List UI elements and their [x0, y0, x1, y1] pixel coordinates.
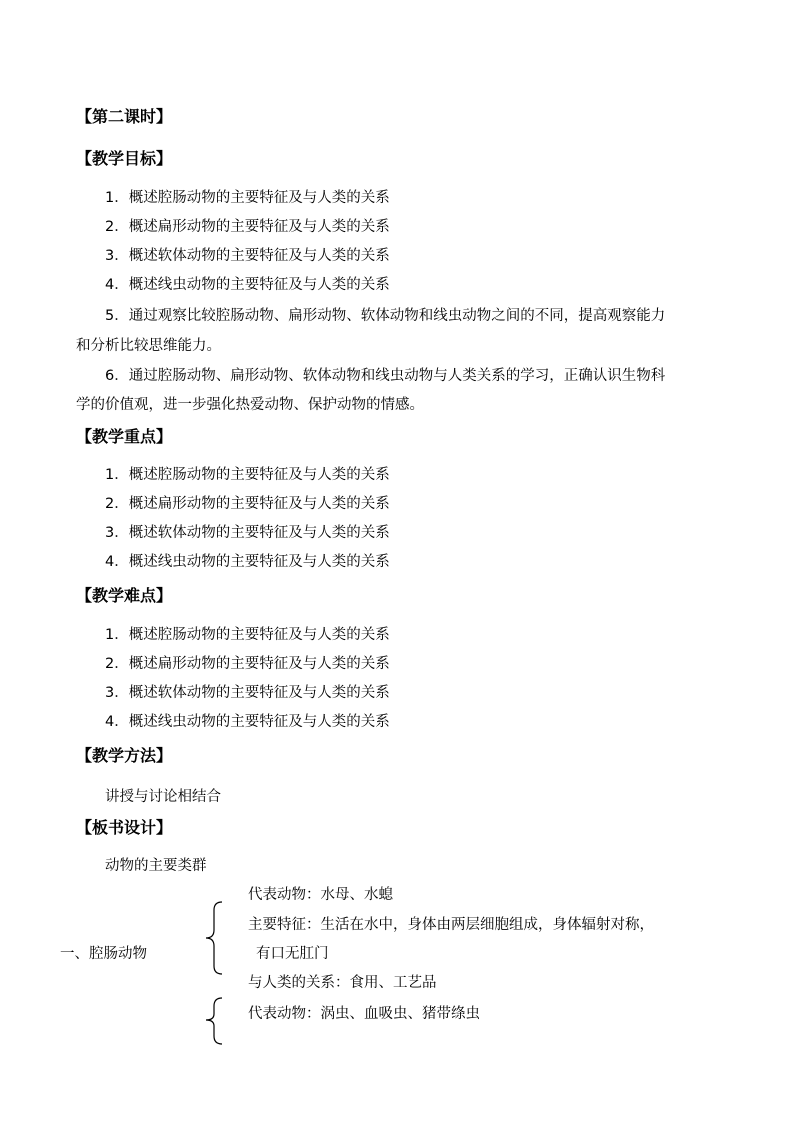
key-point-item-4: 4．概述线虫动物的主要特征及与人类的关系 [105, 554, 390, 570]
group1-relation: 与人类的关系：食用、工艺品 [248, 975, 437, 991]
difficulty-item-3: 3．概述软体动物的主要特征及与人类的关系 [105, 685, 390, 701]
difficulty-item-2: 2．概述扁形动物的主要特征及与人类的关系 [105, 656, 390, 672]
group1-features-line-1: 主要特征：生活在水中，身体由两层细胞组成，身体辐射对称， [248, 917, 654, 933]
key-point-item-2: 2．概述扁形动物的主要特征及与人类的关系 [105, 496, 390, 512]
objective-item-1: 1．概述腔肠动物的主要特征及与人类的关系 [105, 190, 390, 206]
objective-item-3: 3．概述软体动物的主要特征及与人类的关系 [105, 248, 390, 264]
difficulty-item-1: 1．概述腔肠动物的主要特征及与人类的关系 [105, 627, 390, 643]
objective-item-4: 4．概述线虫动物的主要特征及与人类的关系 [105, 277, 390, 293]
group1-features-line-2: 有口无肛门 [256, 946, 329, 962]
methods-heading: 【教学方法】 [76, 746, 173, 765]
section-title: 【第二课时】 [76, 107, 173, 126]
key-points-heading: 【教学重点】 [76, 427, 173, 446]
objective-item-6-line-2: 学的价值观，进一步强化热爱动物、保护动物的情感。 [76, 397, 424, 413]
group2-representative: 代表动物：涡虫、血吸虫、猪带绦虫 [248, 1006, 480, 1022]
group1-label: 一、腔肠动物 [60, 946, 147, 962]
board-heading: 【板书设计】 [76, 818, 173, 837]
key-point-item-1: 1．概述腔肠动物的主要特征及与人类的关系 [105, 467, 390, 483]
objective-item-6-line-1: 6．通过腔肠动物、扁形动物、软体动物和线虫动物与人类关系的学习，正确认识生物科 [105, 368, 666, 384]
methods-text: 讲授与讨论相结合 [105, 789, 221, 805]
objective-item-2: 2．概述扁形动物的主要特征及与人类的关系 [105, 219, 390, 235]
difficulties-heading: 【教学难点】 [76, 586, 173, 605]
key-point-item-3: 3．概述软体动物的主要特征及与人类的关系 [105, 525, 390, 541]
objective-item-5-line-1: 5．通过观察比较腔肠动物、扁形动物、软体动物和线虫动物之间的不同，提高观察能力 [105, 308, 666, 324]
objective-item-5-line-2: 和分析比较思维能力。 [76, 338, 221, 354]
group2-brace-icon [202, 996, 226, 1046]
objectives-heading: 【教学目标】 [76, 149, 173, 168]
board-title: 动物的主要类群 [105, 858, 207, 874]
difficulty-item-4: 4．概述线虫动物的主要特征及与人类的关系 [105, 714, 390, 730]
group1-representative: 代表动物：水母、水螅 [248, 887, 393, 903]
group1-brace-icon [202, 900, 226, 976]
